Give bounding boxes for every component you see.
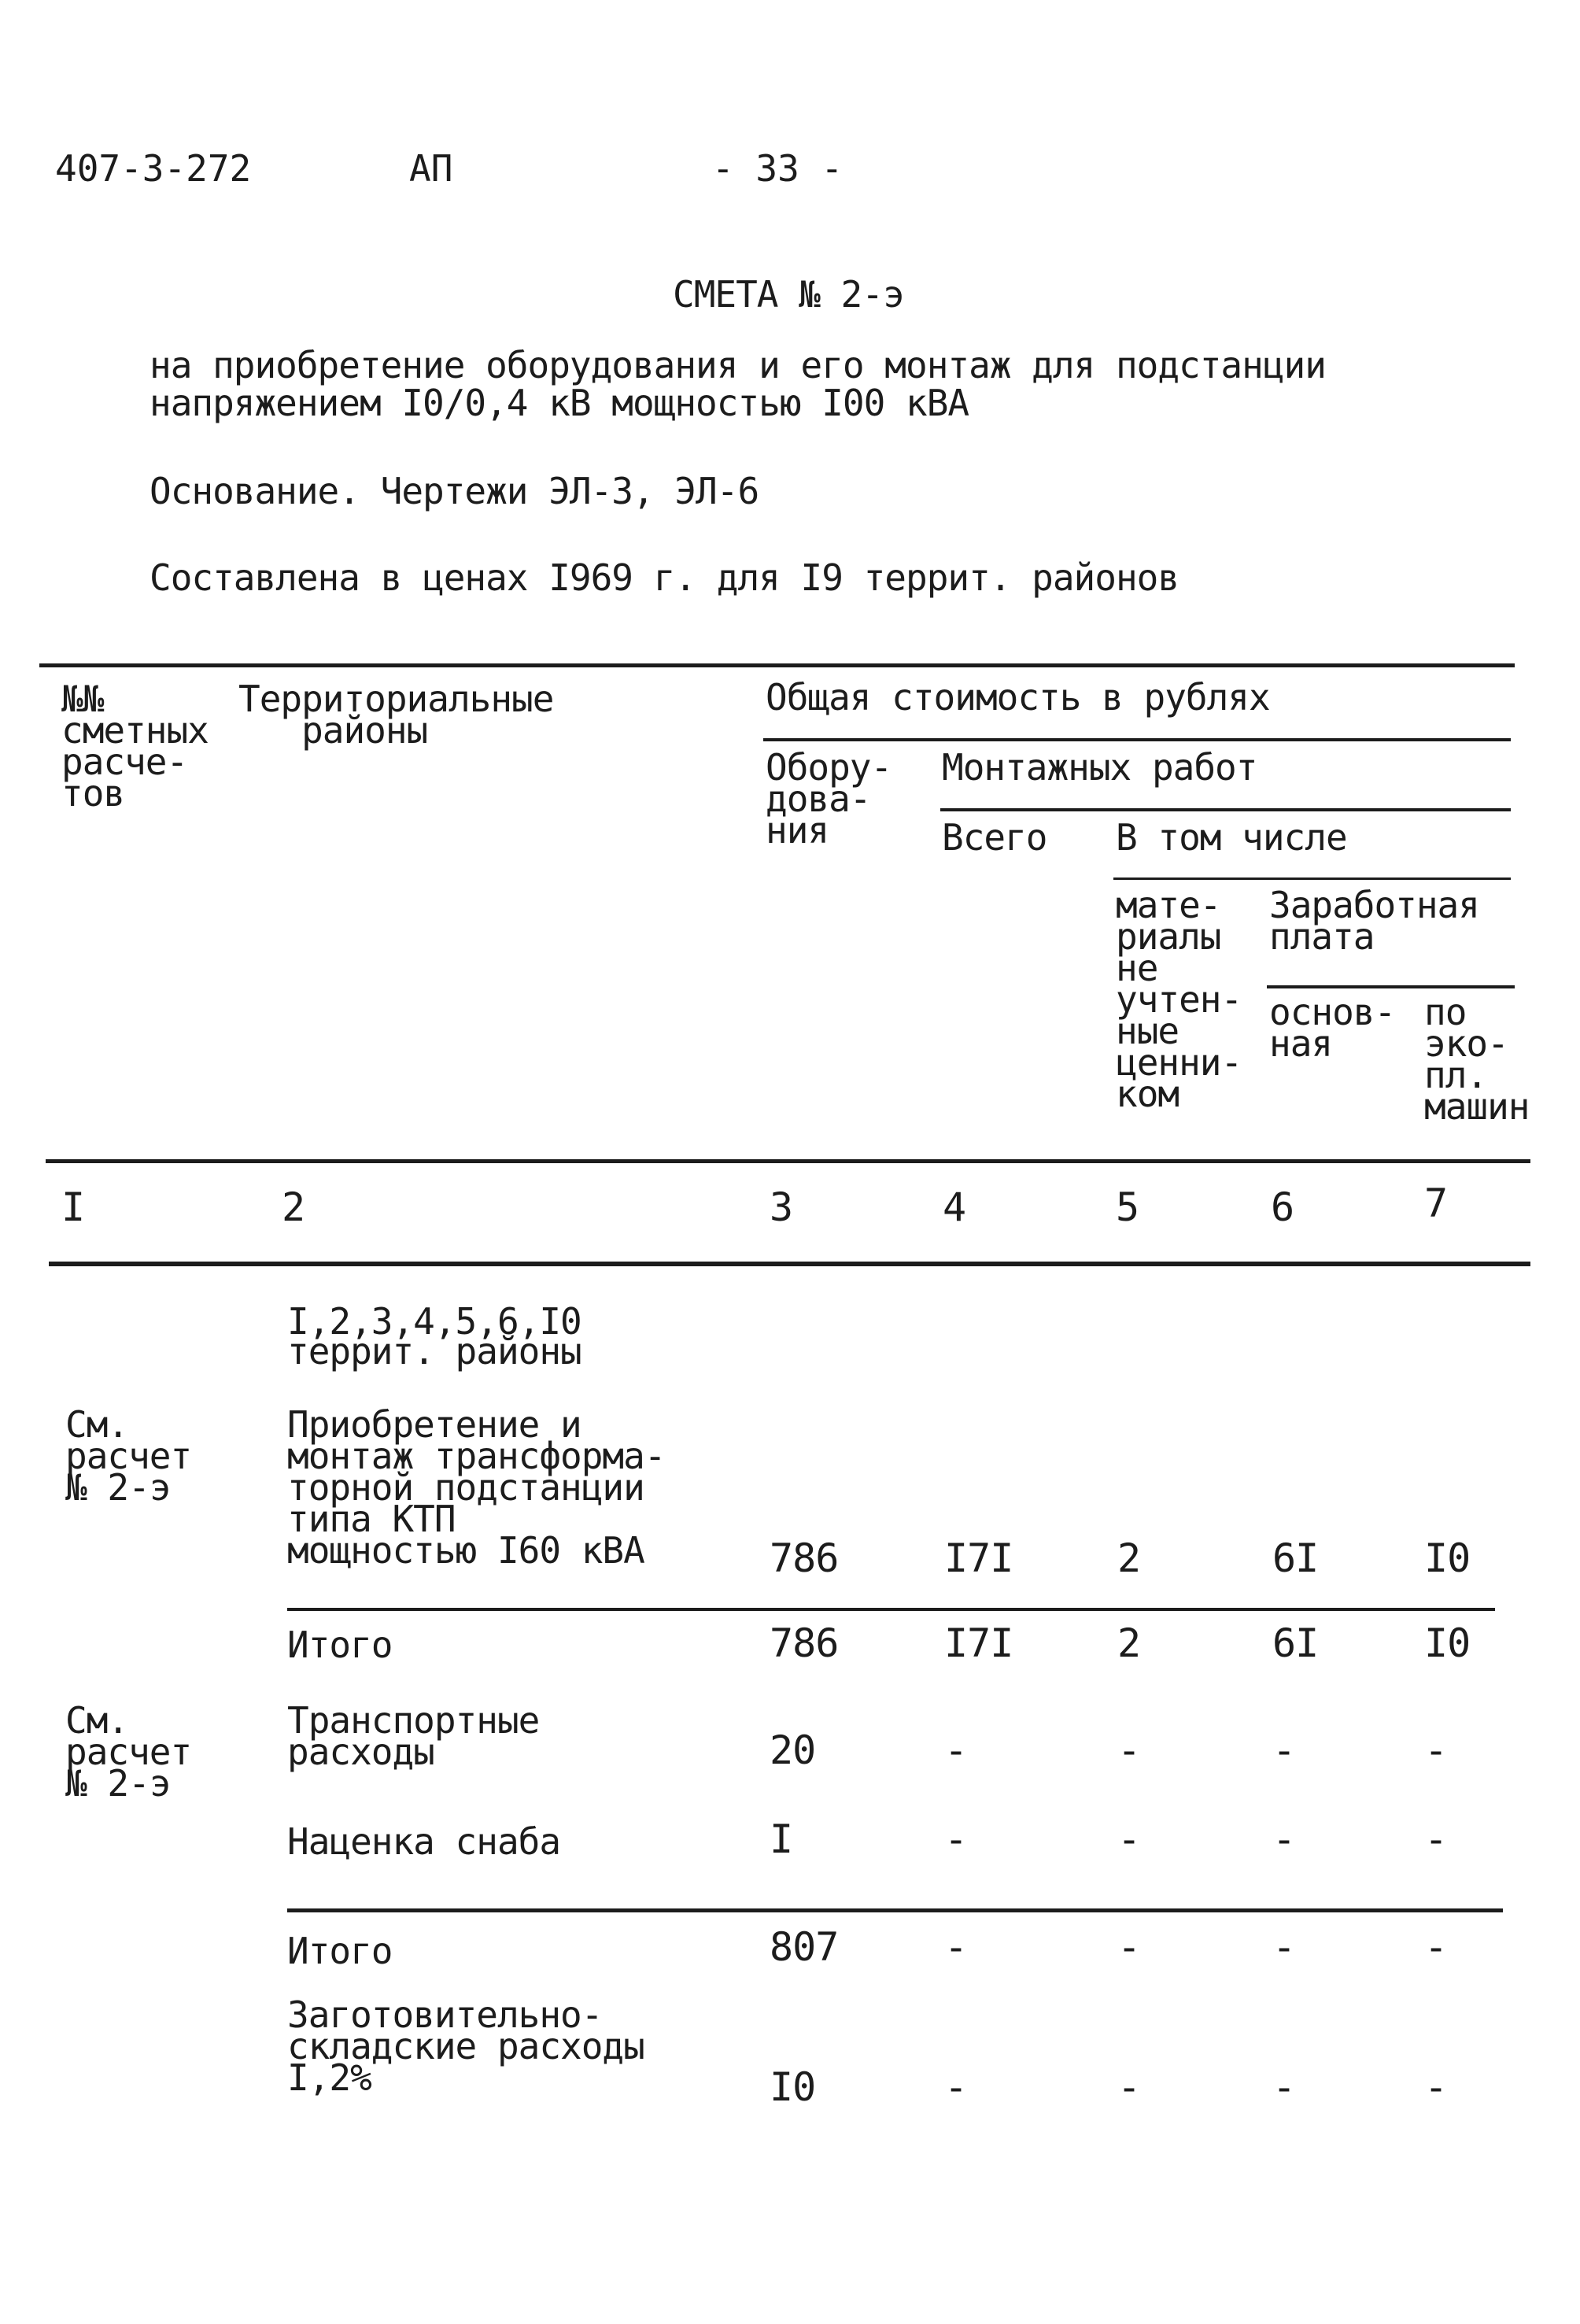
rule-under-including — [1113, 878, 1511, 880]
rule-under-total-cost — [763, 738, 1511, 741]
row-1-machine-wages: I0 — [1424, 1620, 1471, 1666]
row-1-name: Итого — [287, 1624, 393, 1666]
subtitle-line-2: напряжением I0/0,4 кВ мощностью I00 кВА — [150, 382, 969, 424]
row-4-machine-wages: - — [1424, 1924, 1448, 1970]
header-bottom-rule — [46, 1159, 1530, 1163]
header-wages: Заработная плата — [1269, 884, 1479, 958]
row-2-machine-wages: - — [1424, 1727, 1448, 1773]
row-3-materials: - — [1117, 1816, 1141, 1862]
row-4-materials: - — [1117, 1924, 1141, 1970]
row-2-total: - — [944, 1727, 968, 1773]
row-5-equipment: I0 — [770, 2064, 816, 2110]
header-basic-wages: основ- ная — [1269, 991, 1396, 1065]
row-0-name: Приобретение и монтаж трансформа- торной подстанции типа КТП мощностью I60 кВА — [287, 1403, 666, 1572]
row-0-ref: См. расчет № 2-э — [65, 1403, 192, 1509]
row-0-equipment: 786 — [770, 1535, 839, 1581]
row-2-materials: - — [1117, 1727, 1141, 1773]
row-3-total: - — [944, 1816, 968, 1862]
compiled-text: Составлена в ценах I969 г. для I9 террит. районов — [150, 556, 1179, 599]
column-number-2: 2 — [282, 1184, 305, 1230]
document-title: СМЕТА № 2-э — [673, 273, 904, 316]
subtotal-rule-2 — [287, 1908, 1503, 1912]
rule-under-mounting — [940, 808, 1511, 811]
subtitle-line-1: на приобретение оборудования и его монтаж для подстанции — [150, 344, 1326, 386]
column-number-5: 5 — [1116, 1184, 1139, 1230]
document-code: 407-3-272 — [55, 147, 252, 190]
row-0-materials: 2 — [1117, 1535, 1141, 1581]
header-materials: мате- риалы не учтен- ные ценни- ком — [1116, 884, 1242, 1115]
column-numbers-rule — [49, 1262, 1530, 1266]
row-0-machine-wages: I0 — [1424, 1535, 1471, 1581]
row-2-ref: См. расчет № 2-э — [65, 1699, 192, 1805]
row-3-basic-wages: - — [1272, 1816, 1296, 1862]
row-4-name: Итого — [287, 1930, 393, 1972]
rule-under-wages — [1267, 985, 1515, 988]
basis-text: Основание. Чертежи ЭЛ-3, ЭЛ-6 — [150, 470, 759, 512]
row-2-equipment: 20 — [770, 1727, 816, 1773]
column-number-1: I — [61, 1184, 85, 1230]
header-mounting-works: Монтажных работ — [942, 746, 1257, 789]
row-5-total: - — [944, 2064, 968, 2110]
row-1-materials: 2 — [1117, 1620, 1141, 1666]
row-4-basic-wages: - — [1272, 1924, 1296, 1970]
row-1-equipment: 786 — [770, 1620, 839, 1666]
row-2-name: Транспортные расходы — [287, 1699, 540, 1773]
row-1-total: I7I — [944, 1620, 1013, 1666]
section-code: АП — [409, 147, 453, 190]
row-4-equipment: 807 — [770, 1924, 839, 1970]
row-3-machine-wages: - — [1424, 1816, 1448, 1862]
header-including: В том числе — [1116, 816, 1347, 859]
column-number-4: 4 — [943, 1184, 966, 1230]
table-top-rule — [39, 663, 1515, 667]
header-machine-wages: по эко- пл. машин — [1424, 991, 1530, 1128]
header-total: Всего — [942, 816, 1047, 859]
row-0-basic-wages: 6I — [1272, 1535, 1319, 1581]
row-4-total: - — [944, 1924, 968, 1970]
header-estimate-numbers: №№ сметных расче- тов — [61, 678, 209, 815]
header-equipment: Обору- дова- ния — [766, 746, 892, 852]
column-number-6: 6 — [1271, 1184, 1294, 1230]
row-5-name: Заготовительно- складские расходы I,2% — [287, 1993, 644, 2099]
row-0-total: I7I — [944, 1535, 1013, 1581]
row-3-equipment: I — [770, 1816, 793, 1862]
row-2-basic-wages: - — [1272, 1727, 1296, 1773]
header-total-cost: Общая стоимость в рублях — [766, 676, 1270, 719]
row-5-machine-wages: - — [1424, 2064, 1448, 2110]
header-territorial-regions: Территориальные районы — [238, 678, 554, 752]
column-number-3: 3 — [770, 1184, 793, 1230]
page-number: - 33 - — [712, 147, 844, 190]
row-5-basic-wages: - — [1272, 2064, 1296, 2110]
column-number-7: 7 — [1424, 1180, 1448, 1226]
group-title: I,2,3,4,5,6,I0 террит. районы — [287, 1300, 581, 1373]
row-3-name: Наценка снаба — [287, 1820, 561, 1863]
subtotal-rule-1 — [287, 1608, 1495, 1611]
row-5-materials: - — [1117, 2064, 1141, 2110]
row-1-basic-wages: 6I — [1272, 1620, 1319, 1666]
